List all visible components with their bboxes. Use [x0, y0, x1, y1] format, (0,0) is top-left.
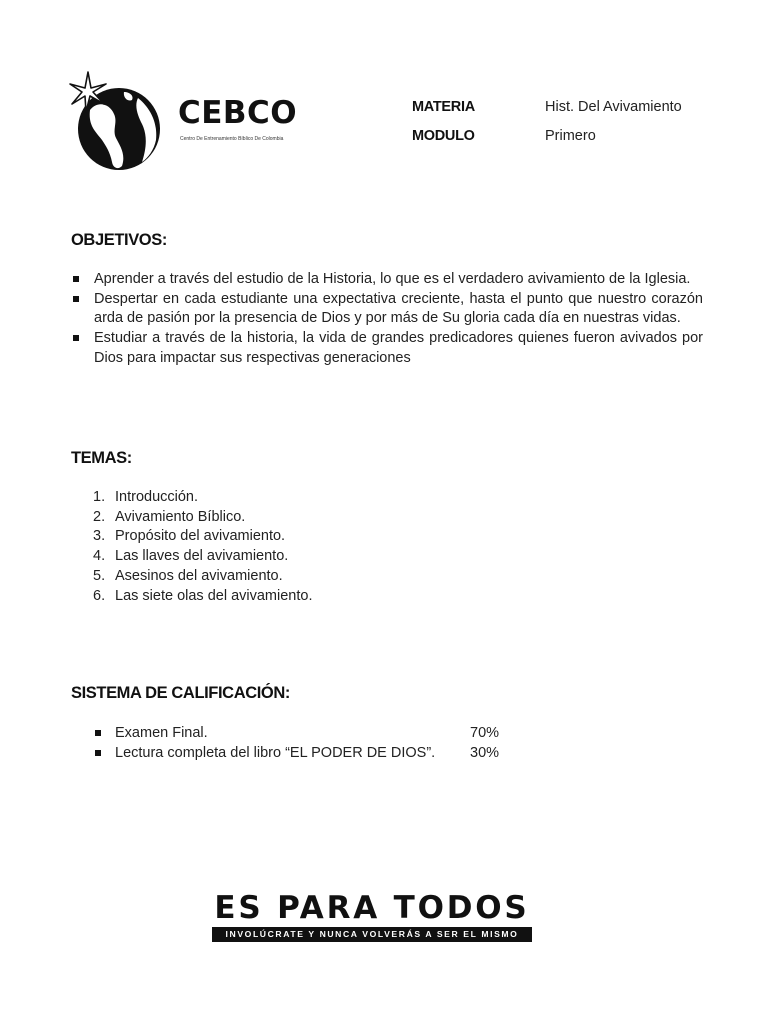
list-item	[93, 508, 312, 528]
slogan-main: ES PARA TODOS	[214, 890, 530, 926]
tema-text: Propósito del avivamiento.	[115, 528, 286, 545]
item-number: 5.	[93, 567, 106, 584]
tema-text: Avivamiento Bíblico.	[115, 508, 246, 525]
list-item	[71, 290, 703, 329]
objetivos-list	[71, 270, 703, 369]
objetivos-heading: OBJETIVOS:	[71, 231, 167, 249]
bullet-square-icon	[73, 335, 79, 341]
list-item	[93, 587, 312, 607]
course-info	[412, 92, 732, 150]
item-number: 6.	[93, 587, 106, 604]
list-item	[93, 488, 312, 508]
list-item	[93, 567, 312, 587]
criterio-label: Lectura completa del libro “EL PODER DE DIOS”.	[115, 744, 436, 761]
criterio-label: Examen Final.	[115, 725, 208, 741]
tema-text: Asesinos del avivamiento.	[115, 567, 283, 584]
objetivo-text: Aprender a través del estudio de la Historia, lo que es el verdadero avivamiento de la Iglesia.	[94, 271, 691, 287]
tema-text: Las llaves del avivamiento.	[115, 548, 289, 565]
list-item	[93, 547, 312, 567]
list-item	[93, 744, 513, 764]
materia-label: MATERIA	[412, 98, 475, 115]
bullet-square-icon	[95, 730, 101, 736]
modulo-label: MODULO	[412, 127, 475, 144]
materia-row	[412, 92, 732, 121]
logo-name: CEBCO	[178, 95, 298, 131]
bullet-square-icon	[73, 276, 79, 282]
item-number: 3.	[93, 528, 106, 545]
item-number: 4.	[93, 548, 106, 565]
criterio-percent: 70%	[470, 725, 500, 741]
tema-text: Introducción.	[115, 489, 199, 505]
bullet-square-icon	[95, 750, 101, 756]
objetivo-text: Estudiar a través de la historia, la vida de grandes predicadores quienes fueron avivados por Dios para impactar sus respectivas generaciones	[94, 330, 703, 366]
modulo-row	[412, 121, 732, 150]
globe-star-icon	[68, 70, 168, 180]
list-item	[71, 329, 703, 368]
materia-value: Hist. Del Avivamiento	[545, 98, 682, 115]
list-item	[93, 527, 312, 547]
list-item	[71, 270, 703, 290]
calificacion-list	[93, 724, 513, 763]
item-number: 2.	[93, 508, 106, 525]
slogan-sub: INVOLÚCRATE Y NUNCA VOLVERÁS A SER EL MISMO	[212, 927, 532, 942]
temas-list	[93, 488, 312, 606]
criterio-percent: 30%	[470, 744, 500, 761]
modulo-value: Primero	[545, 127, 596, 144]
slogan-banner	[212, 890, 532, 942]
logo-tagline: Centro De Entrenamiento Bíblico De Colombia	[180, 136, 284, 142]
item-number: 1.	[93, 489, 106, 505]
temas-heading: TEMAS:	[71, 449, 132, 467]
list-item	[93, 724, 513, 744]
bullet-square-icon	[73, 296, 79, 302]
cebco-logo	[68, 70, 308, 180]
objetivo-text: Despertar en cada estudiante una expectativa creciente, hasta el punto que nuestro corazón arda de pasión por la presencia de Dios y por más de Su gloria cada día en nuestras vidas.	[94, 290, 703, 327]
tema-text: Las siete olas del avivamiento.	[115, 587, 313, 604]
calificacion-heading: SISTEMA DE CALIFICACIÓN:	[71, 684, 290, 702]
